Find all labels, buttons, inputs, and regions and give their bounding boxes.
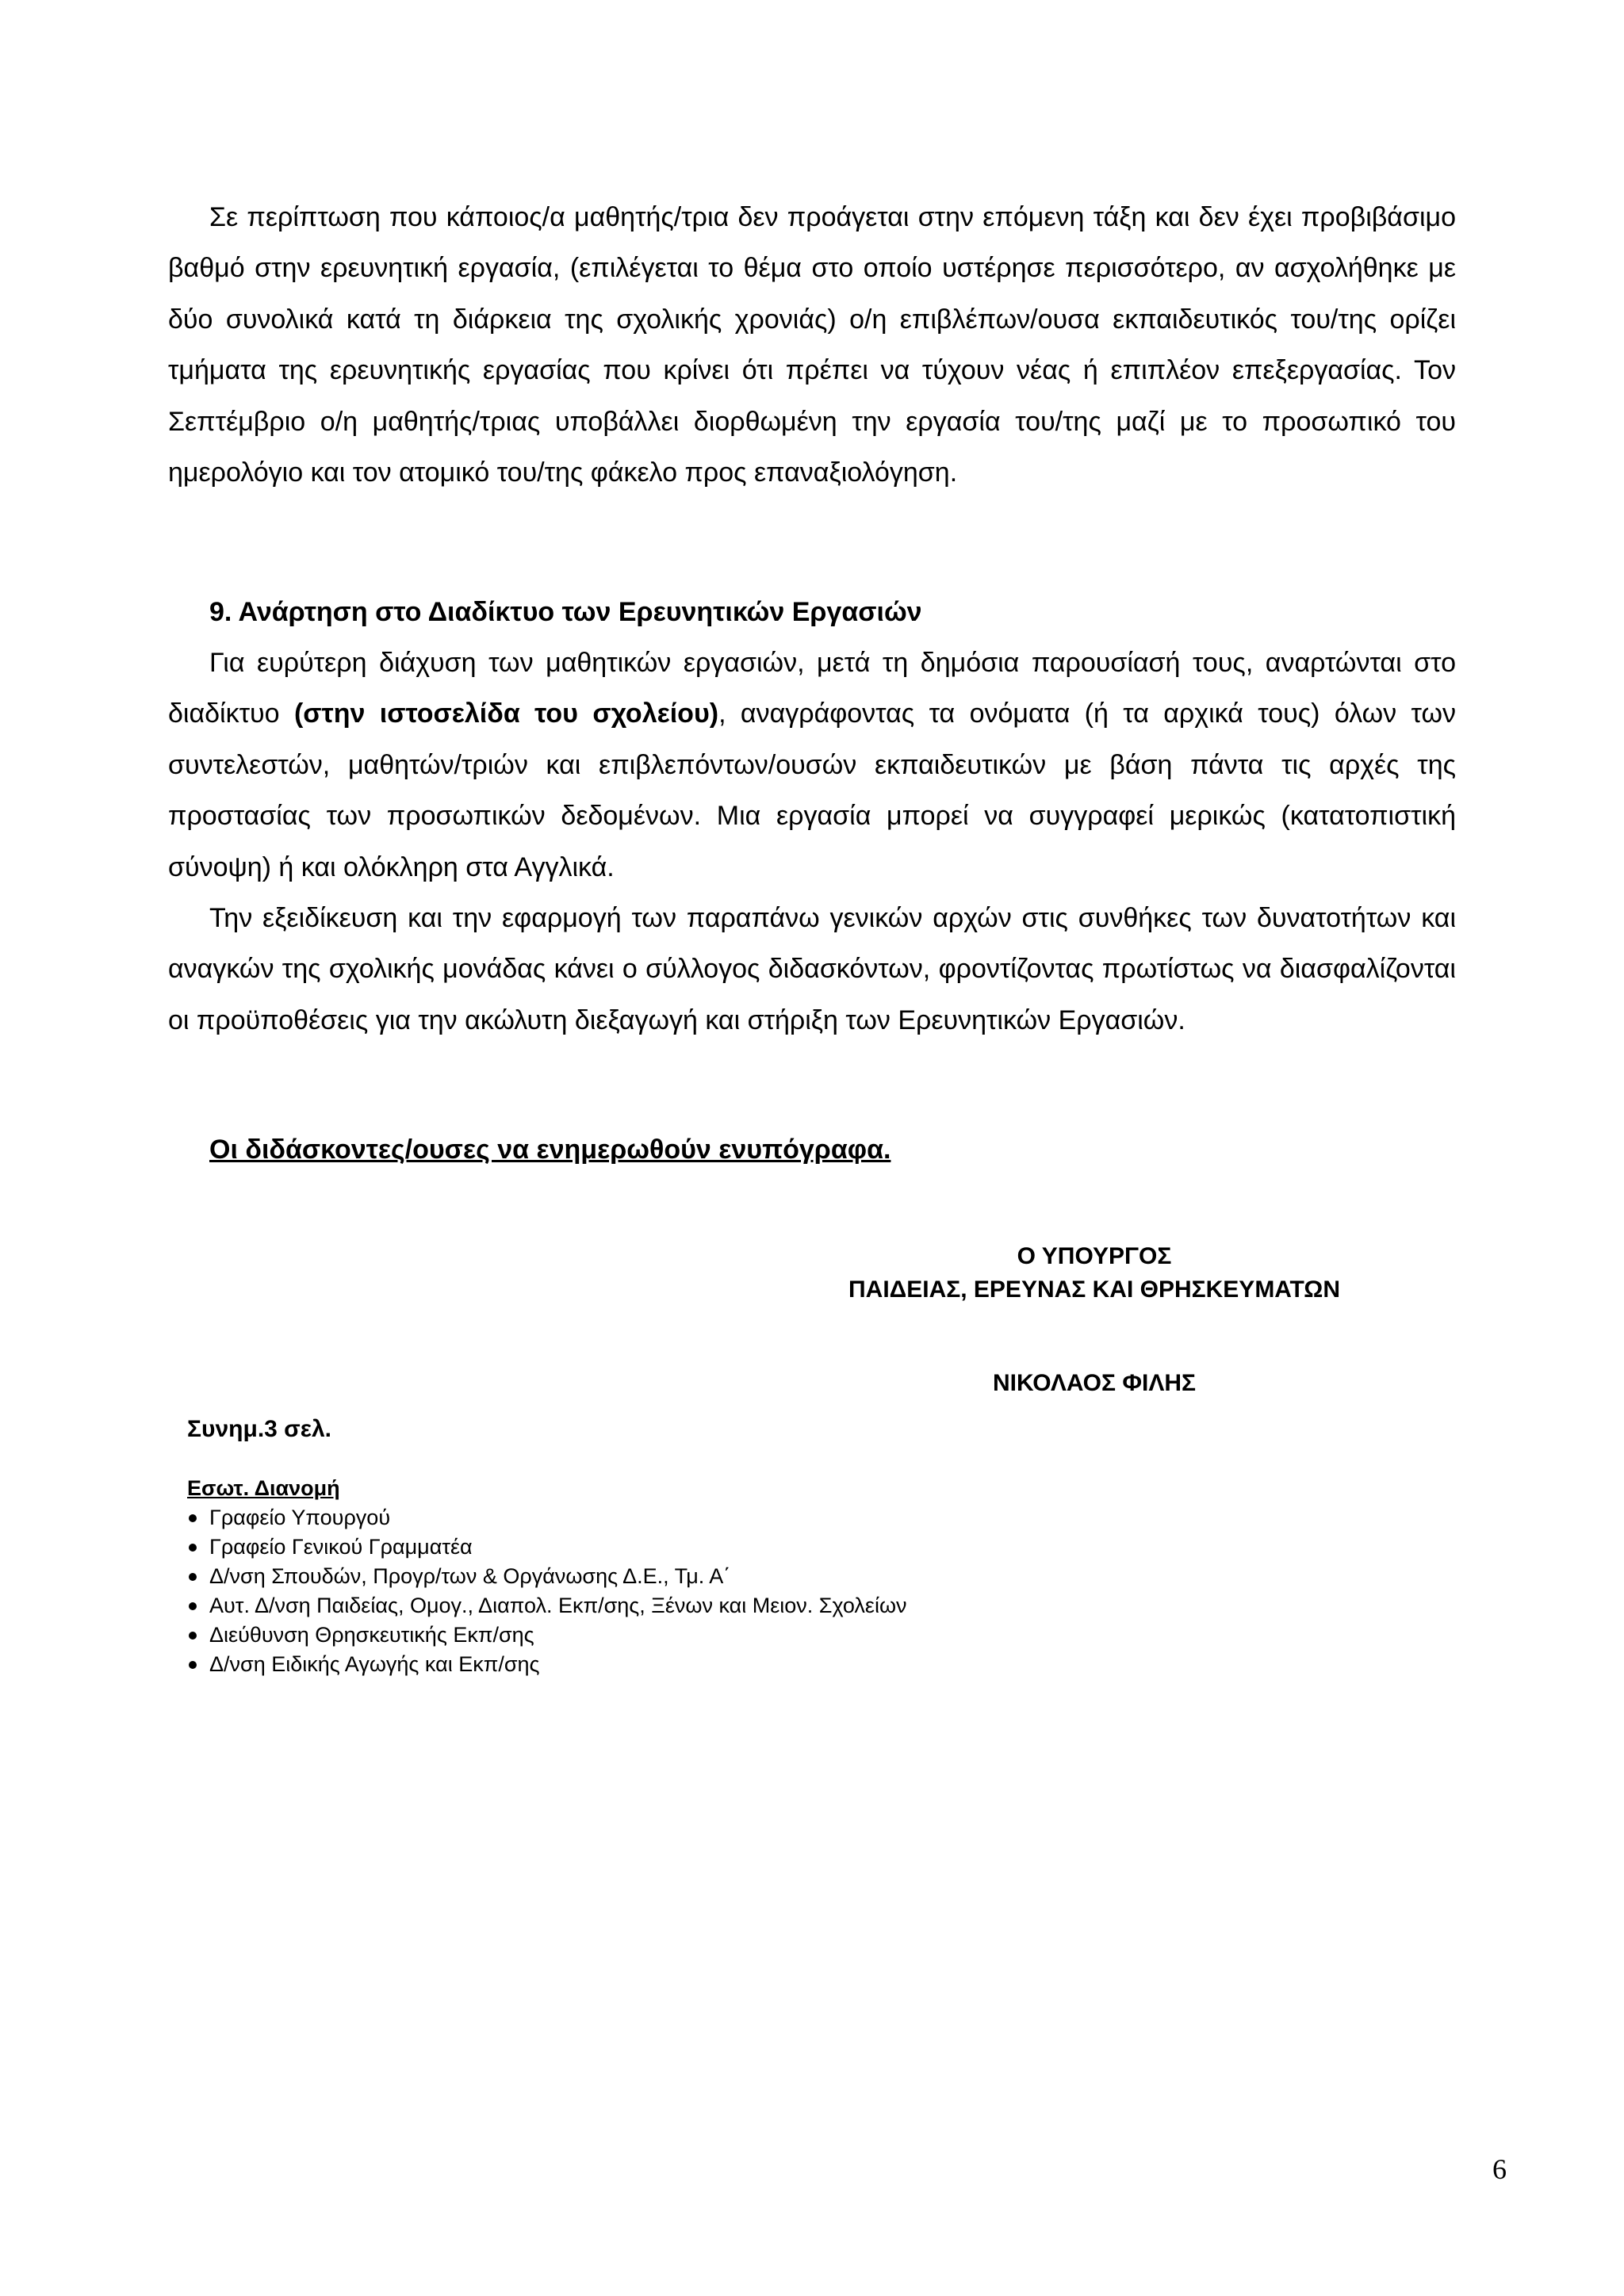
signature-title-ministry: ΠΑΙΔΕΙΑΣ, ΕΡΕΥΝΑΣ ΚΑΙ ΘΡΗΣΚΕΥΜΑΤΩΝ bbox=[848, 1276, 1340, 1303]
bullet-icon bbox=[189, 1573, 197, 1581]
posting-text-bold: (στην ιστοσελίδα του σχολείου) bbox=[293, 698, 719, 729]
list-item bbox=[187, 1650, 907, 1679]
bullet-icon bbox=[189, 1632, 197, 1640]
list-item bbox=[187, 1503, 907, 1533]
list-item bbox=[187, 1621, 907, 1650]
bullet-icon bbox=[189, 1661, 197, 1669]
distribution-title: Εσωτ. Διανομή bbox=[187, 1476, 340, 1500]
page-number: 6 bbox=[1492, 2153, 1507, 2185]
distribution-list bbox=[187, 1503, 907, 1679]
posting-text-end: , αναγράφοντας τα ονόματα (ή τα αρχικά τους) όλων των συντελεστών, μαθητών/τριών και επιβλεπόντων/ουσών εκπαιδευτικών με βάση πάντα τις αρχές της προστασίας των προσωπικών δεδομένων. Μια εργασία μπορεί να συγγραφεί μερικώς (κατατοπιστική σύνοψη) ή και ολόκληρη στα Αγγλικά. bbox=[168, 698, 1457, 882]
paragraph-specification: Την εξειδίκευση και την εφαρμογή των παραπάνω γενικών αρχών στις συνθήκες των δυνατοτήτων και αναγκών της σχολικής μονάδας κάνει ο σύλλογος διδασκόντων, φροντίζοντας πρωτίστως να διασφαλίζονται οι προϋποθέσεις για την ακώλυτη διεξαγωγή και στήριξη των Ερευνητικών Εργασιών. bbox=[168, 903, 1456, 1035]
list-item-text: Αυτ. Δ/νση Παιδείας, Ομογ., Διαπολ. Εκπ/σης, Ξένων και Μειον. Σχολείων bbox=[209, 1594, 907, 1617]
attachments-note: Συνημ.3 σελ. bbox=[187, 1416, 331, 1442]
list-item bbox=[187, 1562, 907, 1591]
list-item-text: Δ/νση Σπουδών, Προγρ/των & Οργάνωσης Δ.Ε., Τμ. Α΄ bbox=[209, 1564, 731, 1588]
paragraph-repeat-year-submission: Σε περίπτωση που κάποιος/α μαθητής/τρια δεν προάγεται στην επόμενη τάξη και δεν έχει προβιβάσιμο βαθμό στην ερευνητική εργασία, (επιλέγεται το θέμα στο οποίο υστέρησε περισσότερο, αν ασχολήθηκε με δύο συνολικά κατά τη διάρκεια της σχολικής χρονιάς) ο/η επιβλέπων/ουσα εκπαιδευτικός του/της ορίζει τμήματα της ερευνητικής εργασίας που κρίνει ότι πρέπει να τύχουν νέας ή επιπλέον επεξεργασίας. Τον Σεπτέμβριο ο/η μαθητής/τριας υποβάλλει διορθωμένη την εργασία του/της μαζί με το προσωπικό του ημερολόγιο και τον ατομικό του/της φάκελο προς επαναξιολόγηση. bbox=[168, 202, 1456, 488]
posting-text-start: Για ευρύτερη διάχυση των μαθητικών εργασιών, μετά τη δημόσια παρουσίασή τους, αναρτώνται στο διαδίκτυο bbox=[168, 648, 1456, 729]
list-item-text: Γραφείο Γενικού Γραμματέα bbox=[209, 1535, 473, 1559]
notice-teachers-informed: Οι διδάσκοντες/ουσες να ενημερωθούν ενυπόγραφα. bbox=[209, 1135, 891, 1165]
bullet-icon bbox=[189, 1514, 197, 1522]
list-item bbox=[187, 1591, 907, 1621]
list-item-text: Διεύθυνση Θρησκευτικής Εκπ/σης bbox=[209, 1623, 534, 1647]
bullet-icon bbox=[189, 1602, 197, 1610]
paragraph-internet-posting bbox=[168, 637, 1456, 893]
list-item bbox=[187, 1533, 907, 1562]
list-item-text: Δ/νση Ειδικής Αγωγής και Εκπ/σης bbox=[209, 1652, 540, 1676]
section-heading-internet-posting: 9. Ανάρτηση στο Διαδίκτυο των Ερευνητικών Εργασιών bbox=[209, 597, 922, 627]
list-item-text: Γραφείο Υπουργού bbox=[209, 1506, 391, 1529]
signature-title-minister: Ο ΥΠΟΥΡΓΟΣ bbox=[1017, 1243, 1172, 1269]
signature-name: ΝΙΚΟΛΑΟΣ ΦΙΛΗΣ bbox=[993, 1370, 1196, 1396]
bullet-icon bbox=[189, 1544, 197, 1552]
